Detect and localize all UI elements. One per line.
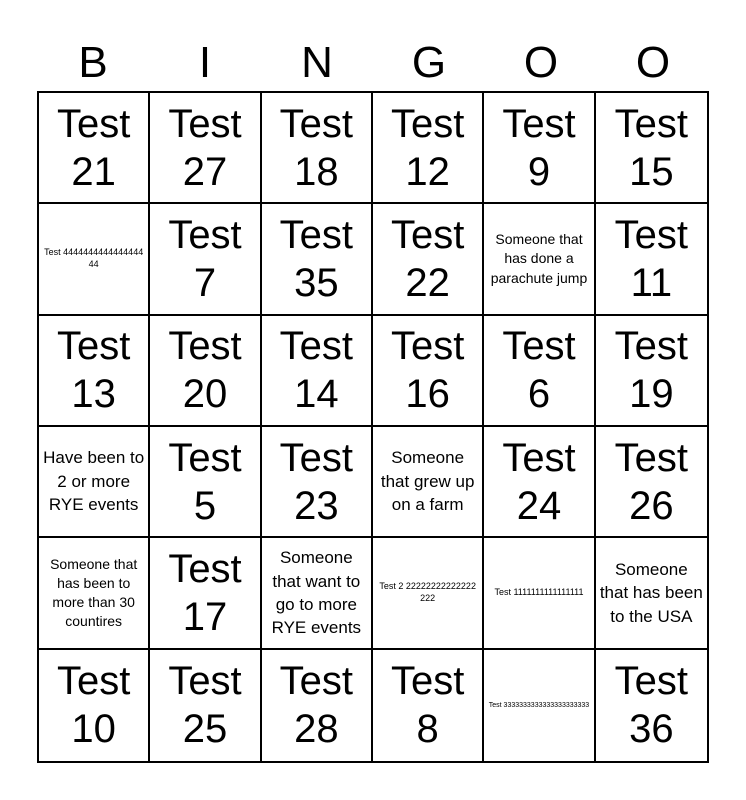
bingo-cell-5-6[interactable]	[596, 538, 707, 649]
bingo-cell-text: Test 7	[168, 212, 242, 305]
bingo-cell-text: Test 6	[502, 324, 576, 417]
bingo-cell-text: Test 17	[168, 546, 242, 639]
bingo-cell-text: Test 26	[614, 435, 688, 528]
bingo-cell-text: Test 15	[614, 101, 688, 194]
bingo-cell-text: Test 9	[502, 101, 576, 194]
bingo-cell-text: Test 1111111111111111	[494, 587, 584, 598]
bingo-cell-text: Test 16	[390, 324, 465, 417]
header-letter-n: N	[301, 38, 333, 87]
bingo-cell-text: Test 28	[279, 659, 353, 752]
header-letter-b: B	[78, 38, 108, 87]
bingo-cell-text: Test 19	[614, 324, 688, 417]
bingo-cell-2-4[interactable]	[373, 204, 484, 315]
bingo-cell-text: Someone that has done a parachute jump	[490, 231, 588, 286]
bingo-cell-text: Test 20	[168, 324, 242, 417]
bingo-cell-text: Someone that grew up on a farm	[380, 448, 475, 515]
bingo-cell-text: Test 25	[168, 659, 242, 752]
bingo-cell-text: Test 12	[390, 101, 465, 194]
bingo-cell-text: Have been to 2 or more RYE events	[43, 448, 145, 515]
bingo-cell-2-1[interactable]	[39, 204, 150, 315]
bingo-cell-3-4[interactable]	[373, 316, 484, 427]
bingo-board	[37, 91, 709, 763]
bingo-cell-3-1[interactable]	[39, 316, 150, 427]
bingo-cell-3-6[interactable]	[596, 316, 707, 427]
bingo-cell-2-5[interactable]	[484, 204, 595, 315]
bingo-cell-6-4[interactable]	[373, 650, 484, 761]
bingo-cell-5-3[interactable]	[262, 538, 373, 649]
bingo-cell-4-6[interactable]	[596, 427, 707, 538]
bingo-cell-6-2[interactable]	[150, 650, 261, 761]
bingo-cell-text: Test 27	[168, 101, 242, 194]
bingo-cell-text: Test 11	[614, 212, 688, 305]
bingo-cell-6-6[interactable]	[596, 650, 707, 761]
bingo-cell-text: Test 24	[502, 435, 576, 528]
bingo-cell-3-2[interactable]	[150, 316, 261, 427]
bingo-cell-text: Test 10	[56, 659, 131, 752]
bingo-cell-text: Test 23	[279, 435, 353, 528]
bingo-cell-4-5[interactable]	[484, 427, 595, 538]
bingo-cell-3-5[interactable]	[484, 316, 595, 427]
bingo-cell-text: Test 2 22222222222222222	[379, 581, 476, 603]
header-letter-g: G	[411, 38, 447, 87]
bingo-cell-text: Test 444444444444444444	[44, 247, 144, 269]
bingo-cell-4-3[interactable]	[262, 427, 373, 538]
bingo-cell-1-2[interactable]	[150, 93, 261, 204]
bingo-cell-6-1[interactable]	[39, 650, 150, 761]
bingo-cell-2-2[interactable]	[150, 204, 261, 315]
header-letter-i: I	[198, 38, 212, 87]
bingo-cell-1-6[interactable]	[596, 93, 707, 204]
bingo-cell-text: Someone that want to go to more RYE events	[271, 548, 362, 638]
bingo-cell-text: Test 8	[390, 659, 465, 752]
bingo-cell-text: Test 22	[390, 212, 465, 305]
bingo-cell-text: Someone that has been to the USA	[599, 559, 703, 626]
bingo-cell-1-3[interactable]	[262, 93, 373, 204]
bingo-cell-1-4[interactable]	[373, 93, 484, 204]
bingo-cell-5-1[interactable]	[39, 538, 150, 649]
bingo-cell-1-5[interactable]	[484, 93, 595, 204]
bingo-cell-text: Test 3333333333333333333333	[488, 701, 590, 709]
bingo-cell-2-3[interactable]	[262, 204, 373, 315]
bingo-cell-text: Test 35	[279, 212, 353, 305]
bingo-cell-text: Test 5	[168, 435, 242, 528]
bingo-cell-text: Test 18	[279, 101, 353, 194]
header-letter-o-2: O	[635, 38, 671, 87]
bingo-cell-text: Test 13	[56, 324, 131, 417]
bingo-cell-text: Someone that has been to more than 30 countires	[50, 555, 138, 630]
bingo-cell-text: Test 36	[614, 659, 688, 752]
bingo-cell-2-6[interactable]	[596, 204, 707, 315]
bingo-cell-6-5[interactable]	[484, 650, 595, 761]
bingo-cell-4-1[interactable]	[39, 427, 150, 538]
bingo-cell-5-2[interactable]	[150, 538, 261, 649]
bingo-cell-1-1[interactable]	[39, 93, 150, 204]
bingo-cell-3-3[interactable]	[262, 316, 373, 427]
bingo-cell-6-3[interactable]	[262, 650, 373, 761]
bingo-cell-4-4[interactable]	[373, 427, 484, 538]
bingo-cell-4-2[interactable]	[150, 427, 261, 538]
bingo-cell-5-5[interactable]	[484, 538, 595, 649]
bingo-cell-text: Test 21	[56, 101, 131, 194]
bingo-cell-text: Test 14	[279, 324, 353, 417]
bingo-header	[37, 36, 709, 90]
header-letter-o: O	[523, 38, 559, 87]
bingo-cell-5-4[interactable]	[373, 538, 484, 649]
